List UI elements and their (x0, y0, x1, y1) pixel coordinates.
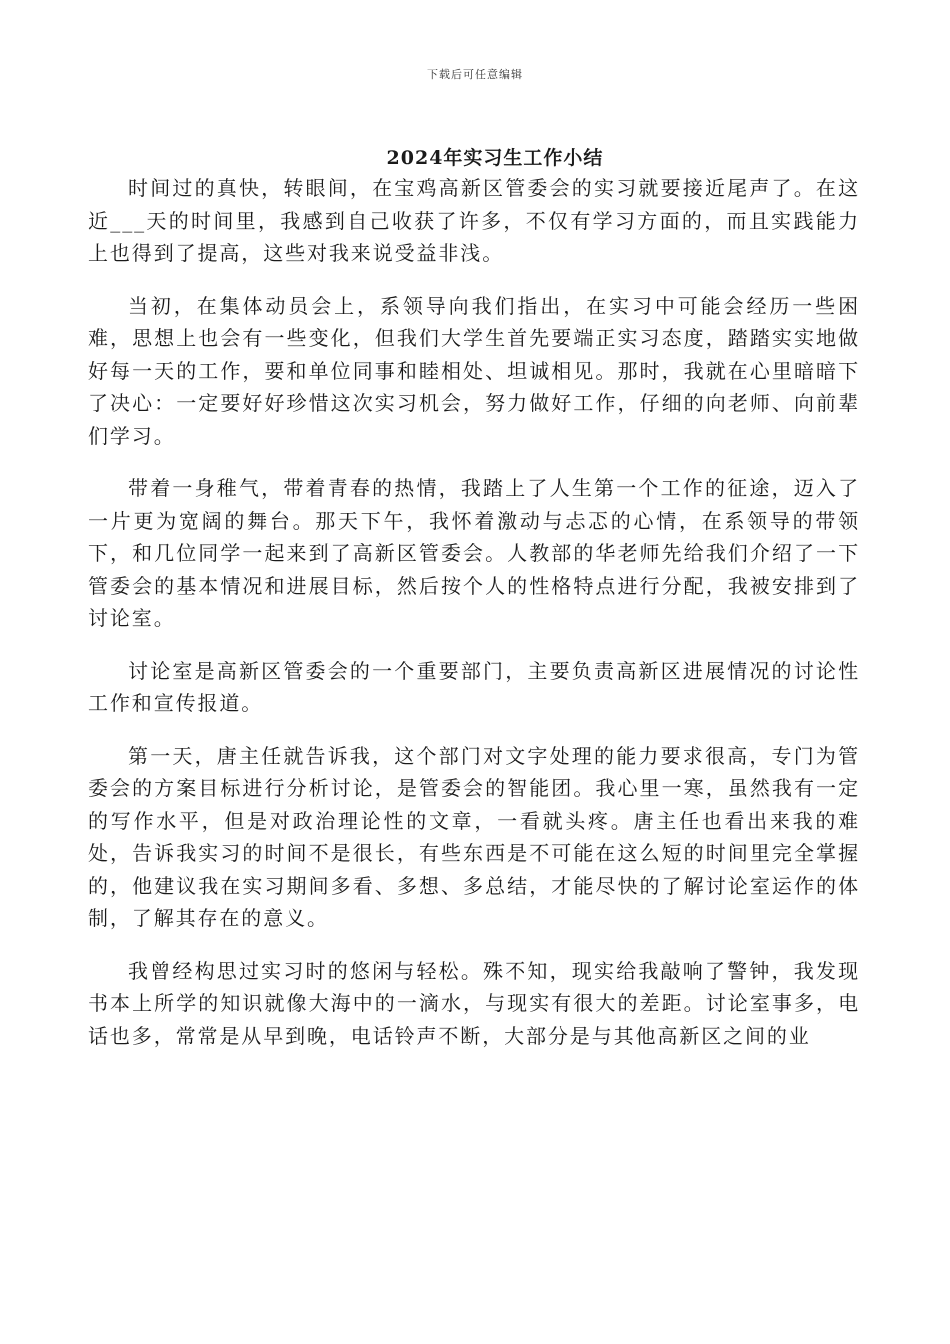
paragraph: 我曾经构思过实习时的悠闲与轻松。殊不知，现实给我敲响了警钟，我发现书本上所学的知识就像大海中的一滴水，与现实有很大的差距。讨论室事多，电话也多，常常是从早到晚，电话铃声不断，大部分是与其他高新区之间的业 (88, 958, 860, 1048)
paragraph: 带着一身稚气，带着青春的热情，我踏上了人生第一个工作的征途，迈入了一片更为宽阔的舞台。那天下午，我怀着激动与忐忑的心情，在系领导的带领下，和几位同学一起来到了高新区管委会。人教部的华老师先给我们介绍了一下管委会的基本情况和进展目标，然后按个人的性格特点进行分配，我被安排到了讨论室。 (88, 476, 860, 630)
document-body (88, 172, 860, 1072)
header-note: 下载后可任意编辑 (427, 68, 523, 81)
paragraph: 第一天，唐主任就告诉我，这个部门对文字处理的能力要求很高，专门为管委会的方案目标进行分析讨论，是管委会的智能团。我心里一寒，虽然我有一定的写作水平，但是对政治理论性的文章，一看就头疼。唐主任也看出来我的难处，告诉我实习的时间不是很长，有些东西是不可能在这么短的时间里完全掌握的，他建议我在实习期间多看、多想、多总结，才能尽快的了解讨论室运作的体制，了解其存在的意义。 (88, 743, 860, 930)
paragraph: 讨论室是高新区管委会的一个重要部门，主要负责高新区进展情况的讨论性工作和宣传报道。 (88, 658, 860, 715)
document-title: 2024年实习生工作小结 (386, 147, 604, 169)
paragraph: 时间过的真快，转眼间，在宝鸡高新区管委会的实习就要接近尾声了。在这近___天的时间里，我感到自己收获了许多，不仅有学习方面的，而且实践能力上也得到了提高，这些对我来说受益非浅。 (88, 176, 860, 265)
paragraph: 当初，在集体动员会上，系领导向我们指出，在实习中可能会经历一些困难，思想上也会有一些变化，但我们大学生首先要端正实习态度，踏踏实实地做好每一天的工作，要和单位同事和睦相处、坦诚相见。那时，我就在心里暗暗下了决心：一定要好好珍惜这次实习机会，努力做好工作，仔细的向老师、向前辈们学习。 (88, 293, 860, 448)
